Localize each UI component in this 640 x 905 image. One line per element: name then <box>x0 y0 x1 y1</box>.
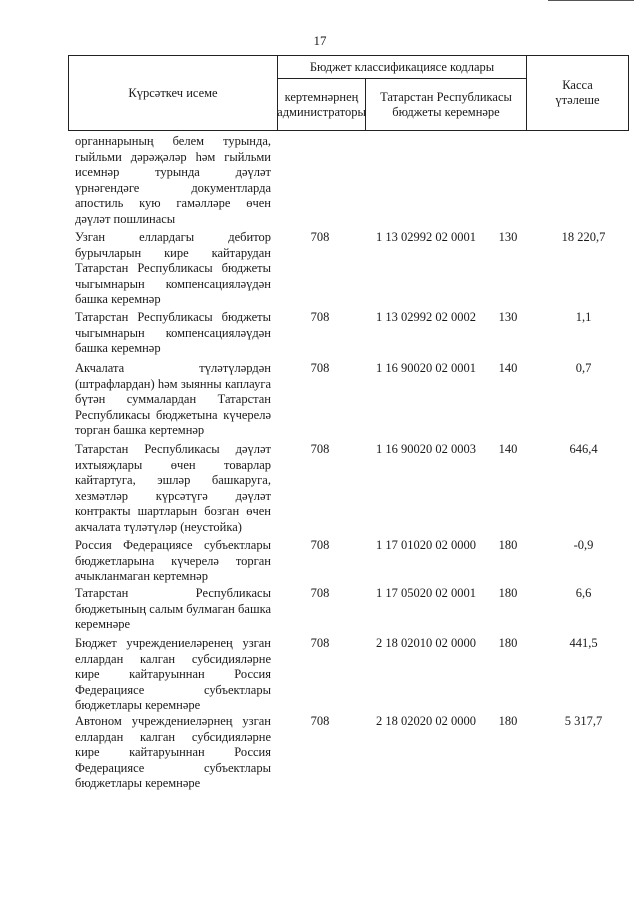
row-cash-amount: 18 220,7 <box>561 230 606 244</box>
header-cash-label: Касса үтәлеше <box>555 78 600 107</box>
row-revenue-code: 2 18 02020 02 0000 <box>376 714 476 728</box>
row-revenue-code: 1 17 05020 02 0001 <box>376 586 476 600</box>
header-revenue-label: Татарстан Республикасы бюджеты керемнәре <box>380 89 512 119</box>
row-indicator-name: органнарының белем турында, гыйльми дәрәҗәләр һәм гыйльми исемнәр турында дәүләт үрнәгендәге документларда апостиль кую гамәлләре өчен дәүләт пошлинасы <box>75 134 271 226</box>
row-indicator-name: Автоном учреждениеләрнең узган еллардан калган субсидияләрне кире кайтаруыннан Россия Федерациясе субъектлары бюджетлары керемнәре <box>75 714 271 790</box>
row-indicator-name: Татарстан Республикасы бюджеты чыгымнарын компенсацияләүдән башка керемнәр <box>75 310 271 355</box>
row-admin-code: 708 <box>310 714 330 728</box>
row-indicator-name: Узган еллардагы дебитор бурычларын кире кайтарудан Татарстан Республикасы бюджеты чыгымнарын компенсацияләүдән башка керемнәр <box>75 230 271 306</box>
row-admin-code: 708 <box>310 442 330 456</box>
header-cash <box>526 55 629 131</box>
row-revenue-subcode: 140 <box>498 442 518 456</box>
row-indicator-name: Бюджет учреждениеләренең узган еллардан калган субсидияләрне кире кайтаруыннан Россия Федерациясе субъектлары бюджетлары керемнәре <box>75 636 271 712</box>
row-admin-code: 708 <box>310 310 330 324</box>
row-indicator-name: Татарстан Республикасы дәүләт ихтыяҗлары өчен товарлар кайтартуга, эшләр башкаруга, хезмәтләр күрсәтүгә дәүләт контракты шартларын бозган өчен акчалата түләтүләр (неустойка) <box>75 442 271 534</box>
row-revenue-subcode: 180 <box>498 586 518 600</box>
row-revenue-subcode: 180 <box>498 714 518 728</box>
scan-mark <box>548 0 634 6</box>
header-revenue <box>365 78 527 131</box>
row-revenue-code: 2 18 02010 02 0000 <box>376 636 476 650</box>
row-indicator-name: Россия Федерациясе субъектлары бюджетларына күчерелә торган ачыкланмаган кертемнәр <box>75 538 271 583</box>
header-budget-codes <box>277 55 527 79</box>
row-indicator-name: Татарстан Республикасы бюджетының салым булмаган башка керемнәре <box>75 586 271 631</box>
row-revenue-code: 1 13 02992 02 0001 <box>376 230 476 244</box>
page-number: 17 <box>313 33 327 48</box>
row-revenue-subcode: 130 <box>498 230 518 244</box>
header-budget-codes-label: Бюджет классификациясе кодлары <box>309 59 495 74</box>
row-cash-amount: -0,9 <box>573 538 594 552</box>
row-revenue-code: 1 16 90020 02 0003 <box>376 442 476 456</box>
header-admin-label: кертемнәрнең администраторы <box>277 89 366 119</box>
row-cash-amount: 646,4 <box>569 442 598 456</box>
row-admin-code: 708 <box>310 538 330 552</box>
row-cash-amount: 1,1 <box>575 310 592 324</box>
header-indicator <box>68 55 278 131</box>
row-revenue-subcode: 130 <box>498 310 518 324</box>
row-admin-code: 708 <box>310 586 330 600</box>
row-cash-amount: 441,5 <box>569 636 598 650</box>
row-cash-amount: 6,6 <box>575 586 592 600</box>
row-admin-code: 708 <box>310 230 330 244</box>
row-cash-amount: 0,7 <box>575 361 592 375</box>
row-revenue-subcode: 140 <box>498 361 518 375</box>
row-revenue-subcode: 180 <box>498 538 518 552</box>
row-revenue-subcode: 180 <box>498 636 518 650</box>
row-revenue-code: 1 17 01020 02 0000 <box>376 538 476 552</box>
row-indicator-name: Акчалата түләтүләрдән (штрафлардан) һәм зыянны каплауга бүтән суммалардан Татарстан Республикасы бюджетына күчерелә торган башка кертемнәр <box>75 361 271 437</box>
row-admin-code: 708 <box>310 636 330 650</box>
header-admin <box>277 78 366 131</box>
row-revenue-code: 1 16 90020 02 0001 <box>376 361 476 375</box>
row-cash-amount: 5 317,7 <box>564 714 603 728</box>
row-revenue-code: 1 13 02992 02 0002 <box>376 310 476 324</box>
header-indicator-label: Күрсәткеч исеме <box>128 85 218 100</box>
row-admin-code: 708 <box>310 361 330 375</box>
